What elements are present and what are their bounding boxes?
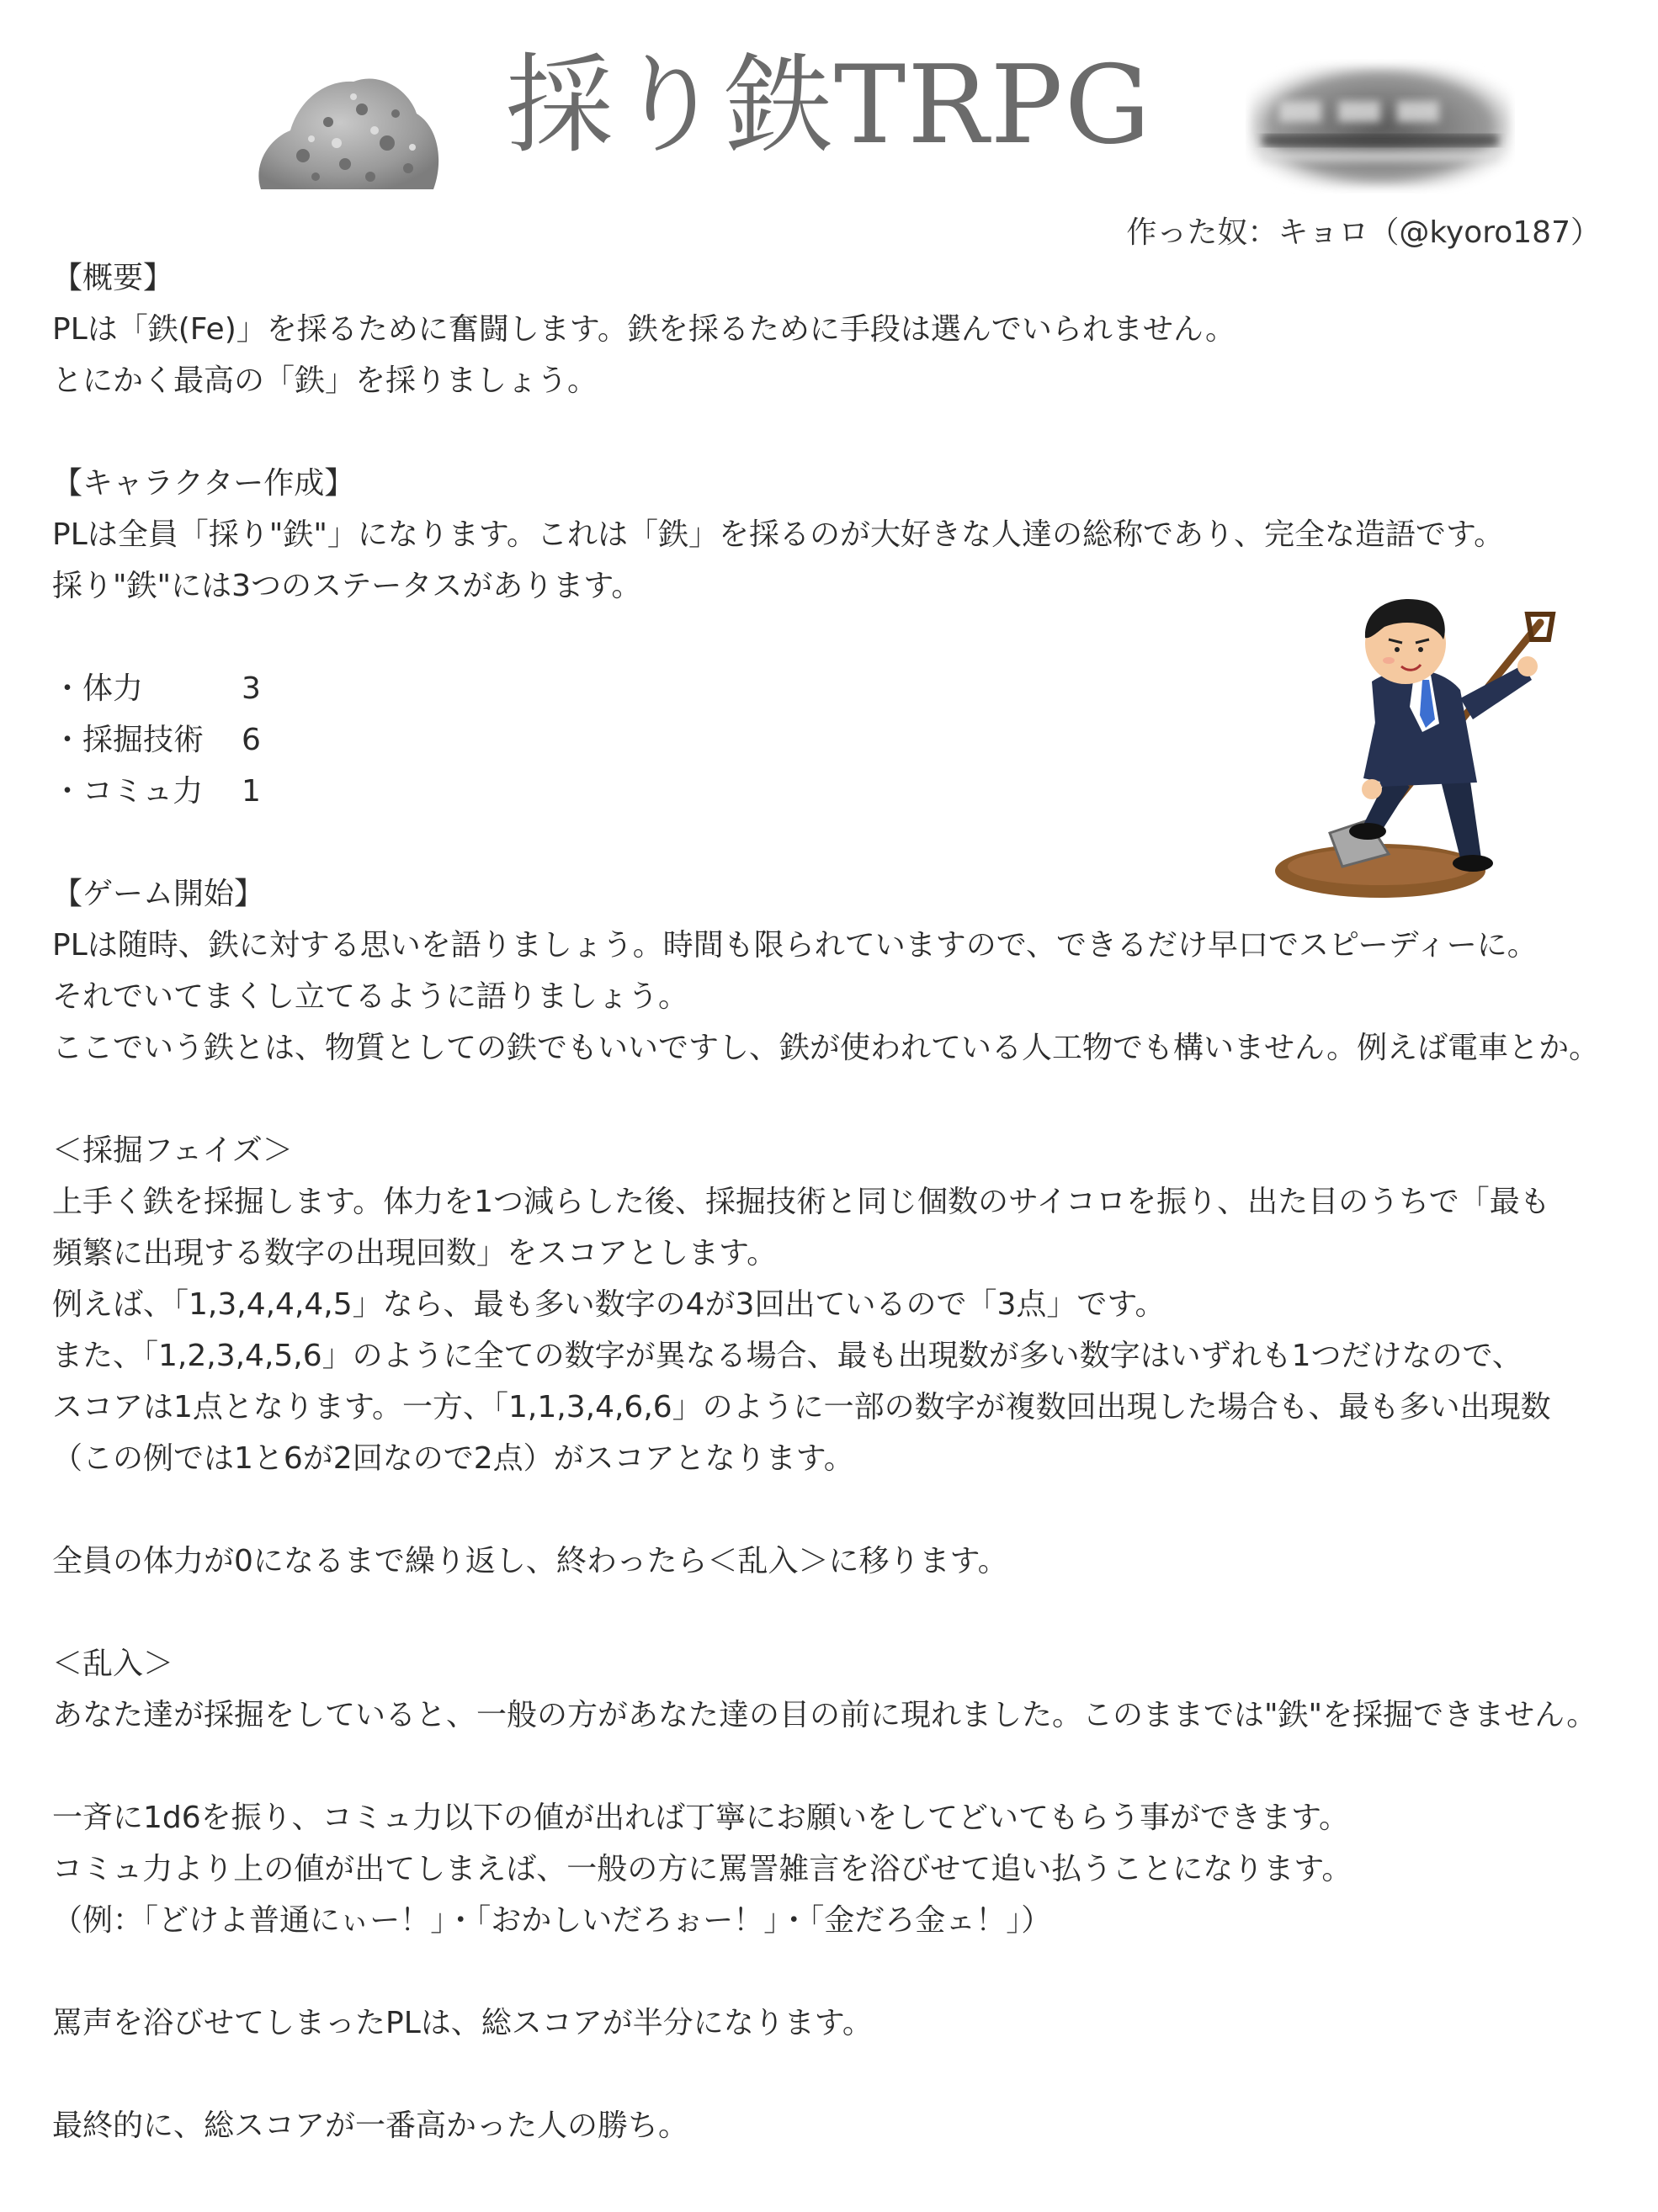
stat-name: ・体力 xyxy=(52,671,144,706)
mining-line: スコアは1点となります。一方、「1,1,3,4,6,6」のように一部の数字が複数回出現した場合も、最も多い出現数 xyxy=(52,1390,1551,1424)
overview-line: PLは「鉄(Fe)」を採るために奮闘します。鉄を採るために手段は選んでいられません。 xyxy=(52,312,1236,347)
intrusion-line: コミュ力より上の値が出てしまえば、一般の方に罵詈雑言を浴びせて追い払うことになります。 xyxy=(52,1852,1352,1886)
intrusion-line: （例：「どけよ普通にぃー！」・「おかしいだろぉー！」・「金だろ金ェ！」） xyxy=(52,1903,1052,1938)
section-heading-mining: ＜採掘フェイズ＞ xyxy=(52,1133,293,1168)
stat-name: ・コミュ力 xyxy=(52,774,204,809)
character-line: 採り"鉄"には3つのステータスがあります。 xyxy=(52,569,642,603)
mining-line: 頻繁に出現する数字の出現回数」をスコアとします。 xyxy=(52,1236,778,1270)
penalty-line: 罵声を浴びせてしまったPLは、総スコアが半分になります。 xyxy=(52,2006,873,2040)
intrusion-line: 一斉に1d6を振り、コミュ力以下の値が出れば丁寧にお願いをしてどいてもらう事ができます。 xyxy=(52,1801,1350,1835)
stat-row xyxy=(52,766,1624,817)
stat-row xyxy=(52,663,1624,714)
intrusion-intro-line: あなた達が採掘をしていると、一般の方があなた達の目の前に現れました。このままでは"鉄"を採掘できません。 xyxy=(52,1698,1597,1732)
overview-line: とにかく最高の「鉄」を採りましょう。 xyxy=(52,363,598,398)
mining-line: また、「1,2,3,4,5,6」のように全ての数字が異なる場合、最も出現数が多い数字はいずれも1つだけなので、 xyxy=(52,1339,1522,1373)
stat-row xyxy=(52,714,1624,766)
section-heading-overview: 【概要】 xyxy=(52,261,174,295)
mining-line: 上手く鉄を採掘します。体力を1つ減らした後、採掘技術と同じ個数のサイコロを振り、出た目のうちで「最も xyxy=(52,1185,1550,1219)
author-credit: 作った奴：キョロ（@kyoro187） xyxy=(1126,215,1601,250)
mining-line: （この例では1と6が2回なので2点）がスコアとなります。 xyxy=(52,1441,854,1476)
start-line: ここでいう鉄とは、物質としての鉄でもいいですし、鉄が使われている人工物でも構いません。例えば電車とか。 xyxy=(52,1031,1600,1065)
section-heading-character: 【キャラクター作成】 xyxy=(52,466,355,501)
stat-name: ・採掘技術 xyxy=(52,723,205,757)
start-line: PLは随時、鉄に対する思いを語りましょう。時間も限られていますので、できるだけ早口でスピーディーに。 xyxy=(52,928,1538,963)
document-title: 採り鉄TRPG xyxy=(505,43,1153,168)
stat-value: 6 xyxy=(242,723,261,757)
section-heading-intrusion: ＜乱入＞ xyxy=(52,1647,174,1681)
stat-value: 3 xyxy=(242,671,261,706)
section-heading-start: 【ゲーム開始】 xyxy=(52,877,265,911)
ore-rock-illustration xyxy=(252,63,446,198)
character-line: PLは全員「採り"鉄"」になります。これは「鉄」を採るのが大好きな人達の総称であり、完全な造語です。 xyxy=(52,517,1505,552)
final-line: 最終的に、総スコアが一番高かった人の勝ち。 xyxy=(52,2109,689,2143)
start-line: それでいてまくし立てるように語りましょう。 xyxy=(52,979,689,1014)
rules-body xyxy=(52,252,1624,2151)
train-photo-illustration xyxy=(1246,59,1515,194)
mining-line: 例えば、「1,3,4,4,4,5」なら、最も多い数字の4が3回出ているので「3点」です。 xyxy=(52,1287,1166,1322)
stat-value: 1 xyxy=(242,774,261,809)
mining-after-line: 全員の体力が0になるまで繰り返し、終わったら＜乱入＞に移ります。 xyxy=(52,1544,1008,1578)
